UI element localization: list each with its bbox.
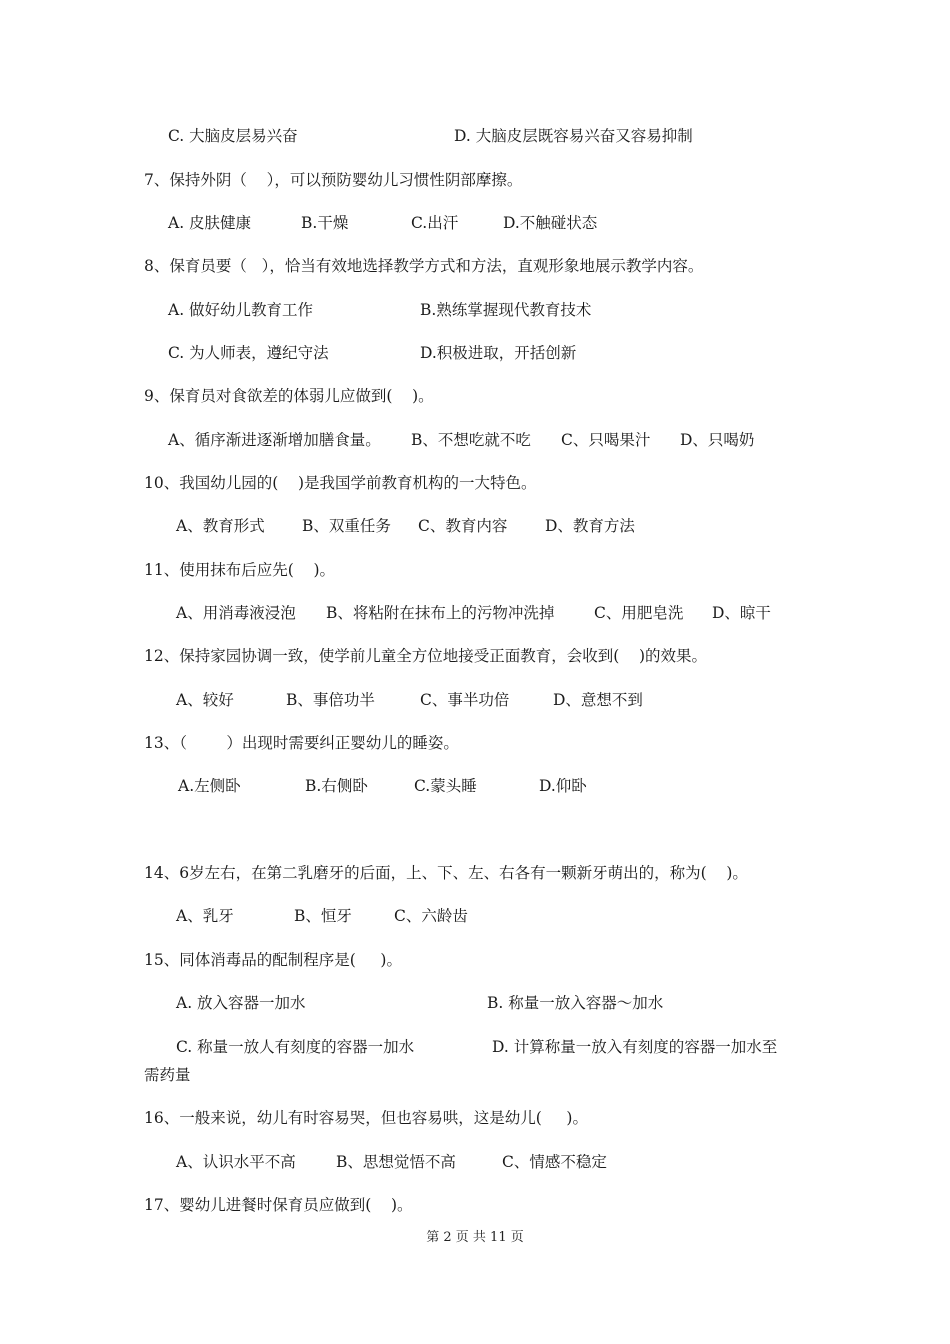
q12-option-b: B、事倍功半 bbox=[286, 691, 375, 709]
q10-option-c: C、教育内容 bbox=[418, 517, 508, 535]
q16-option-c: C、情感不稳定 bbox=[502, 1153, 607, 1171]
q14-option-a: A、乳牙 bbox=[176, 907, 234, 925]
q9-option-c: C、只喝果汁 bbox=[561, 431, 651, 449]
question-12: 12、保持家园协调一致，使学前儿童全方位地接受正面教育，会收到( )的效果。 bbox=[144, 647, 708, 665]
q14-option-c: C、六龄齿 bbox=[394, 907, 468, 925]
question-13: 13、（ ）出现时需要纠正婴幼儿的睡姿。 bbox=[144, 734, 459, 752]
question-17: 17、婴幼儿进餐时保育员应做到( )。 bbox=[144, 1196, 413, 1214]
q16-option-b: B、思想觉悟不高 bbox=[336, 1153, 456, 1171]
q9-option-a: A、循序渐进逐渐增加膳食量。 bbox=[168, 431, 381, 449]
q11-option-c: C、用肥皂洗 bbox=[594, 604, 684, 622]
q12-option-a: A、较好 bbox=[176, 691, 234, 709]
q13-option-c: C.蒙头睡 bbox=[414, 777, 477, 795]
q16-option-a: A、认识水平不高 bbox=[176, 1153, 296, 1171]
q14-option-b: B、恒牙 bbox=[294, 907, 352, 925]
question-14: 14、6岁左右，在第二乳磨牙的后面，上、下、左、右各有一颗新牙萌出的，称为( )。 bbox=[144, 864, 748, 882]
question-11: 11、使用抹布后应先( )。 bbox=[144, 561, 336, 579]
q12-option-c: C、事半功倍 bbox=[420, 691, 510, 709]
q12-option-d: D、意想不到 bbox=[553, 691, 643, 709]
q13-option-d: D.仰卧 bbox=[539, 777, 587, 795]
q11-option-a: A、用消毒液浸泡 bbox=[176, 604, 296, 622]
question-8: 8、保育员要（ ），恰当有效地选择教学方式和方法，直观形象地展示教学内容。 bbox=[144, 257, 704, 275]
q8-option-d: D.积极进取，开括创新 bbox=[420, 344, 577, 362]
question-7: 7、保持外阴（ ），可以预防婴幼儿习惯性阴部摩擦。 bbox=[144, 171, 523, 189]
q10-option-b: B、双重任务 bbox=[302, 517, 391, 535]
q6-option-d: D. 大脑皮层既容易兴奋又容易抑制 bbox=[454, 127, 693, 145]
q6-option-c: C. 大脑皮层易兴奋 bbox=[168, 127, 298, 145]
q8-option-b: B.熟练掌握现代教育技术 bbox=[420, 301, 592, 319]
q13-option-a: A.左侧卧 bbox=[178, 777, 241, 795]
q15-option-a: A. 放入容器一加水 bbox=[176, 994, 306, 1012]
question-15: 15、同体消毒品的配制程序是( )。 bbox=[144, 951, 402, 969]
q11-option-b: B、将粘附在抹布上的污物冲洗掉 bbox=[326, 604, 555, 622]
q10-option-a: A、教育形式 bbox=[176, 517, 265, 535]
q15-option-b: B. 称量一放入容器～加水 bbox=[487, 994, 664, 1012]
q11-option-d: D、晾干 bbox=[712, 604, 771, 622]
q13-option-b: B.右侧卧 bbox=[305, 777, 368, 795]
q9-option-b: B、不想吃就不吃 bbox=[411, 431, 531, 449]
page-footer: 第 2 页 共 11 页 bbox=[426, 1230, 524, 1245]
q9-option-d: D、只喝奶 bbox=[680, 431, 755, 449]
q10-option-d: D、教育方法 bbox=[545, 517, 635, 535]
q15-option-c: C. 称量一放人有刻度的容器一加水 bbox=[176, 1038, 415, 1056]
question-9: 9、保育员对食欲差的体弱儿应做到( )。 bbox=[144, 387, 434, 405]
q15-option-d: D. 计算称量一放入有刻度的容器一加水至 bbox=[492, 1038, 778, 1056]
q15-option-d-continued: 需药量 bbox=[144, 1066, 191, 1084]
q8-option-a: A. 做好幼儿教育工作 bbox=[168, 301, 314, 319]
question-16: 16、一般来说，幼儿有时容易哭，但也容易哄，这是幼儿( )。 bbox=[144, 1109, 588, 1127]
q7-option-b: B.干燥 bbox=[301, 214, 349, 232]
question-10: 10、我国幼儿园的( )是我国学前教育机构的一大特色。 bbox=[144, 474, 537, 492]
q7-option-a: A. 皮肤健康 bbox=[168, 214, 252, 232]
q7-option-c: C.出汗 bbox=[411, 214, 459, 232]
q7-option-d: D.不触碰状态 bbox=[503, 214, 598, 232]
q8-option-c: C. 为人师表，遵纪守法 bbox=[168, 344, 329, 362]
